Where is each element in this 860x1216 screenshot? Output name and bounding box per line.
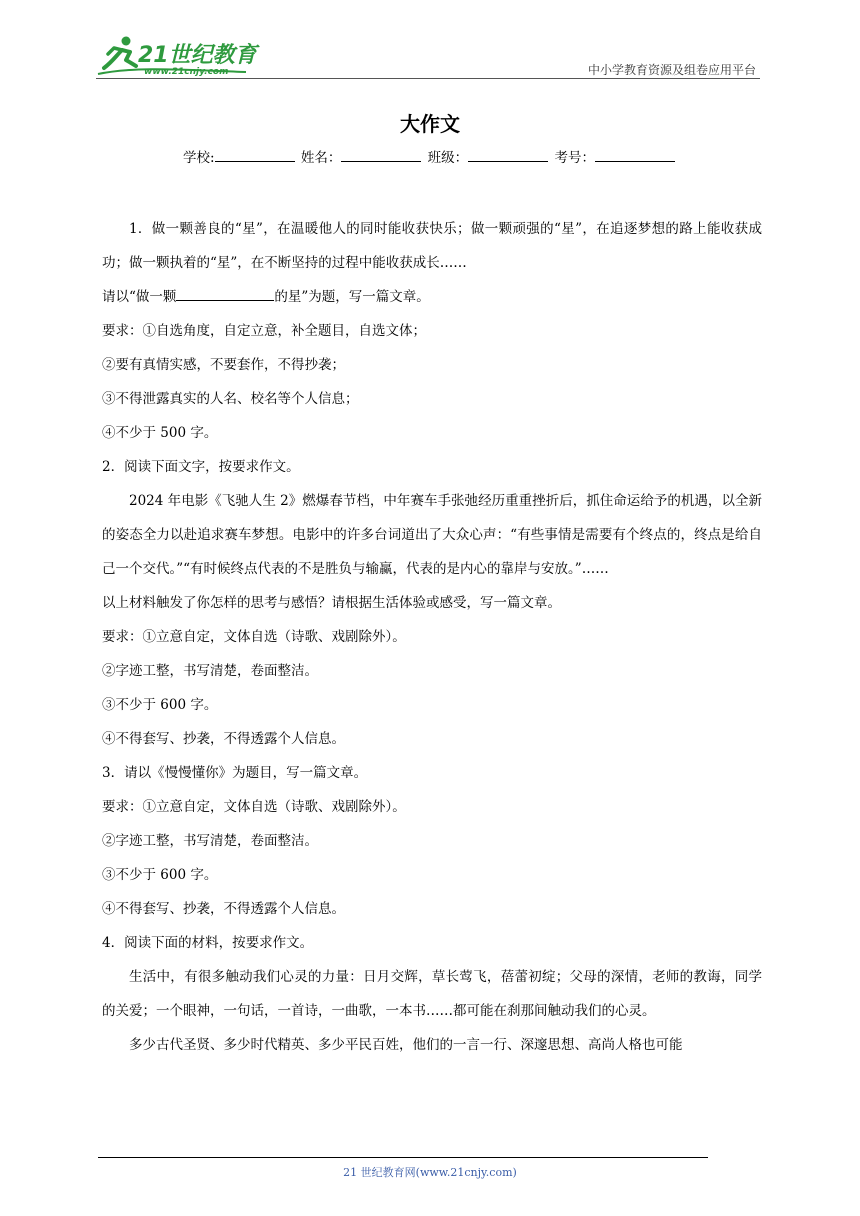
footer-link[interactable]: 21 世纪教育网(www.21cnjy.com): [343, 1166, 517, 1179]
header-divider: [96, 78, 760, 79]
school-blank: [215, 148, 295, 162]
q4-heading: 4．阅读下面的材料，按要求作文。: [102, 935, 314, 951]
q1-title-blank: [176, 286, 274, 301]
q2-task: 以上材料触发了你怎样的思考与感悟？请根据生活体验或感受，写一篇文章。: [102, 595, 561, 611]
class-label: 班级：: [427, 150, 469, 166]
q2-requirement-2: ②字迹工整，书写清楚，卷面整洁。: [102, 663, 318, 679]
school-label: 学校:: [183, 150, 215, 166]
q3-requirement-4: ④不得套写、抄袭，不得透露个人信息。: [102, 901, 345, 917]
q2-requirement-4: ④不得套写、抄袭，不得透露个人信息。: [102, 731, 345, 747]
page-title: 大作文: [400, 112, 460, 136]
svg-text:21世纪教育: 21世纪教育: [138, 43, 257, 68]
q4-material-2: 多少古代圣贤、多少时代精英、多少平民百姓，他们的一言一行、深邃思想、高尚人格也可能: [129, 1037, 683, 1053]
q1-prompt-before: 请以“做一颗: [102, 289, 177, 305]
q1-requirement-1: 要求：①自选角度，自定立意，补全题目，自选文体；: [102, 323, 426, 339]
q1-requirement-4: ④不少于 500 字。: [102, 425, 218, 441]
student-info-line: [0, 146, 860, 166]
exam-no-label: 考号：: [554, 150, 595, 166]
q3-requirement-1: 要求：①立意自定，文体自选（诗歌、戏剧除外）。: [102, 799, 406, 815]
q2-material: 2024 年电影《飞驰人生 2》燃爆春节档，中年赛车手张弛经历重重挫折后，抓住命运给予的机遇，以全新的姿态全力以赴追求赛车梦想。电影中的许多台词道出了大众心声：“有些事情是需要有个终点的，终点是给自己一个交代。”“有时候终点代表的不是胜负与输赢，代表的是内心的靠岸与安放。”……: [102, 493, 762, 577]
q3-heading: 3．请以《慢慢懂你》为题目，写一篇文章。: [102, 765, 368, 781]
q1-requirement-3: ③不得泄露真实的人名、校名等个人信息；: [102, 391, 359, 407]
footer-divider: [98, 1157, 708, 1158]
name-label: 姓名：: [300, 150, 342, 166]
q1-prompt-after: 的星”为题，写一篇文章。: [274, 289, 430, 305]
q3-requirement-2: ②字迹工整，书写清楚，卷面整洁。: [102, 833, 318, 849]
exam-no-blank: [595, 148, 675, 162]
page-header: [96, 32, 760, 78]
q2-requirement-1: 要求：①立意自定，文体自选（诗歌、戏剧除外）。: [102, 629, 406, 645]
runner-logo-icon: [96, 32, 266, 78]
name-blank: [341, 148, 421, 162]
class-blank: [468, 148, 548, 162]
svg-text:www.21cnjy.com: www.21cnjy.com: [144, 67, 229, 77]
q3-requirement-3: ③不少于 600 字。: [102, 867, 218, 883]
site-logo[interactable]: [96, 32, 266, 78]
q1-material: 1．做一颗善良的“星”，在温暖他人的同时能收获快乐；做一颗顽强的“星”，在追逐梦想的路上能收获成功；做一颗执着的“星”，在不断坚持的过程中能收获成长……: [102, 221, 762, 271]
q1-prompt: [102, 280, 762, 314]
q2-requirement-3: ③不少于 600 字。: [102, 697, 218, 713]
q2-heading: 2．阅读下面文字，按要求作文。: [102, 459, 300, 475]
q4-material-1: 生活中，有很多触动我们心灵的力量：日月交辉，草长莺飞，蓓蕾初绽；父母的深情，老师的教诲，同学的关爱；一个眼神，一句话，一首诗，一曲歌，一本书……都可能在刹那间触动我们的心灵。: [102, 969, 762, 1019]
questions-body: [102, 212, 762, 1062]
platform-tagline: 中小学教育资源及组卷应用平台: [587, 63, 756, 77]
q1-requirement-2: ②要有真情实感，不要套作，不得抄袭；: [102, 357, 345, 373]
